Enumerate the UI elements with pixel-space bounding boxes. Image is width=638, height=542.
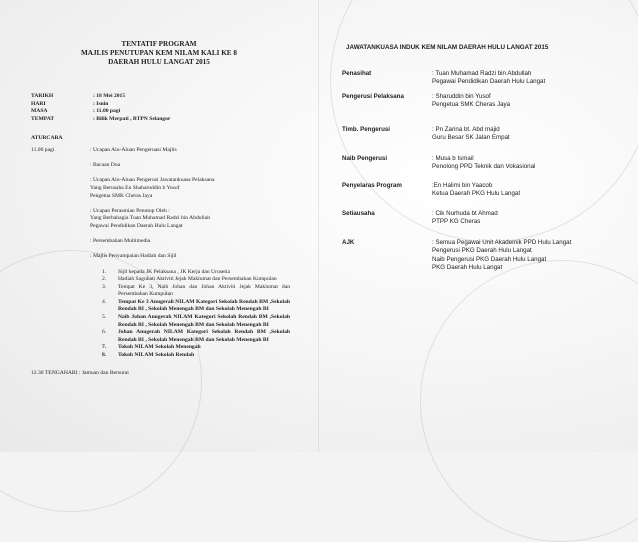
award-item xyxy=(90,284,290,299)
roster-role: Naib Pengerusi xyxy=(342,155,388,162)
award-number: 2. xyxy=(102,276,107,283)
program-list xyxy=(90,147,290,360)
roster-names xyxy=(432,182,622,199)
roster-line: PKG Daerah Hulu Langat xyxy=(432,264,503,272)
award-sublist xyxy=(90,269,290,360)
roster-line: :En Halimi bin Yaacob xyxy=(432,182,493,189)
roster-line: Penolong PPD Teknik dan Vokasional xyxy=(432,163,536,171)
committee-title: JAWATANKUASA INDUK KEM NILAM DAERAH HULU LANGAT 2015 xyxy=(346,44,549,51)
award-text: Sijil kepada JK Pelaksana , JK Kerja dan Urusetia xyxy=(118,268,231,275)
roster-role: Setiausaha xyxy=(342,210,375,217)
program-title xyxy=(0,40,318,67)
roster-entry xyxy=(342,182,632,199)
award-number: 3. xyxy=(102,283,107,290)
roster-role: Penyelaras Program xyxy=(342,182,402,189)
info-key: MASA xyxy=(31,108,48,115)
title-line: MAJLIS PENUTUPAN KEM NILAM KALI KE 8 xyxy=(80,49,237,57)
program-item: : Persembahan Multimedia xyxy=(90,238,151,245)
roster-entry xyxy=(342,70,632,87)
roster-line: Guru Besar SK Jalan Empat xyxy=(432,134,510,142)
roster-names xyxy=(432,155,622,172)
program-item: : Bacaan Doa xyxy=(90,162,121,169)
roster-entry xyxy=(342,126,632,143)
roster-line: Pengetua SMK Cheras Jaya xyxy=(432,101,511,109)
info-value: : Bilik Merpati , BTPN Selangor xyxy=(93,115,171,122)
info-value: : Isnin xyxy=(93,100,109,107)
roster-entry xyxy=(342,210,632,227)
roster-line: Pegawai Pendidikan Daerah Hulu Langat xyxy=(432,78,546,86)
roster-names xyxy=(432,126,622,143)
award-item xyxy=(90,329,290,344)
roster-role: AJK xyxy=(342,239,355,246)
award-item xyxy=(90,352,290,360)
award-number: 1. xyxy=(102,268,107,275)
roster-names xyxy=(432,70,622,87)
title-line: TENTATIF PROGRAM xyxy=(121,40,197,48)
program-item: : Ucapan Alu-Aluan Pengeruasi Majlis xyxy=(90,147,177,153)
roster-line: PTPP KG Cheras xyxy=(432,218,481,226)
award-number: 6. xyxy=(102,329,107,336)
award-text: Tokoh NILAM Sekolah Rendah xyxy=(118,352,195,359)
aturcara-heading: ATURCARA xyxy=(31,135,63,141)
award-text: Tempat Ke 3, Naib Johan dan Johan Aktiviti Jejak Maklumat dan Persembahan Kumpulan xyxy=(118,283,290,298)
roster-role: Pengerusi Pelaksana xyxy=(342,93,404,100)
roster-line: : Cik Nurhuda bt Ahmad xyxy=(432,210,498,217)
award-item xyxy=(90,314,290,329)
info-row xyxy=(31,101,170,109)
program-item: : Ucapan Alu-Aluan Pengerusi Jawatankuasa Pelaksana Yang Berusaha En Shaharuddin b Yusof Pengetua SMK Cheras Jaya xyxy=(90,177,215,199)
program-item: : Ucapan Perasmian Penutup Oleh : Yang Berbahagia Tuan Muhamad Radzi bin Abdullah Pegawai Pendidikan Daerah Hulu Langat xyxy=(90,207,210,229)
roster-names xyxy=(432,239,622,273)
award-number: 4. xyxy=(102,298,107,305)
roster-names xyxy=(432,210,622,227)
program-item: : Majlis Penyampaian Hadiah dan Sijil xyxy=(90,253,177,260)
roster-names xyxy=(432,93,622,110)
roster-role: Timb. Pengerusi xyxy=(342,126,391,133)
info-row xyxy=(31,93,170,101)
award-text: Johan Anugerah NILAM Kategori Sekolah Rendah BM ,Sekolah Rendah BI , Sekolah Menengah BM dan Sekolah Menengah BI xyxy=(118,329,290,343)
info-key: TARIKH xyxy=(31,93,54,99)
page-divider xyxy=(318,0,319,452)
roster-line: Pengerusi PKG Daerah Hulu Langat xyxy=(432,247,532,255)
award-text: Tokoh NILAM Sekolah Menengah xyxy=(118,344,201,351)
award-text: Tempat Ke 3 Anugerah NILAM Kategori Sekolah Rendah BM ,Sekolah Rendah BI , Sekolah Menengah BM dan Sekolah Menengah BI xyxy=(118,298,290,313)
award-item xyxy=(90,299,290,314)
award-number: 8. xyxy=(102,352,107,359)
award-item xyxy=(90,269,290,277)
title-line: DAERAH HULU LANGAT 2015 xyxy=(108,58,210,66)
award-number: 5. xyxy=(102,314,107,321)
roster-line: : Musa b Ismail xyxy=(432,155,474,162)
event-info xyxy=(31,93,170,123)
info-key: TEMPAT xyxy=(31,115,55,122)
award-text: Hadiah Saguhati Aktiviti Jejak Maklumat dan Persembahan Kumpulan xyxy=(118,276,277,283)
roster-line: : Tuan Muhamad Radzi bin Abdullah xyxy=(432,70,532,77)
closing-line: 12.30 TENGAHARI : Jamuan dan Bersurai xyxy=(31,370,129,376)
award-number: 7. xyxy=(102,344,107,351)
roster-role: Penasihat xyxy=(342,70,372,77)
info-row xyxy=(31,116,170,124)
roster-line: : Sharuddin bin Yusof xyxy=(432,93,491,100)
info-key: HARI xyxy=(31,100,46,107)
award-text: Naib Johan Anugerah NILAM Kategori Sekolah Rendah BM ,Sekolah Rendah BI , Sekolah Menengah BM dan Sekolah Menengah BI xyxy=(118,314,290,328)
roster-line: Naib Pengerusi PKG Daerah Hulu Langat xyxy=(432,255,547,263)
info-value: : 18 Mei 2015 xyxy=(93,93,126,99)
award-item xyxy=(90,276,290,284)
info-value: : 11.00 pagi xyxy=(93,108,121,115)
roster-entry xyxy=(342,93,632,110)
start-time: 11.00 pagi xyxy=(31,147,55,153)
roster-line: : Semua Pegawai Unit Akademik PPD Hulu Langat xyxy=(432,239,572,246)
info-row xyxy=(31,108,170,116)
award-item xyxy=(90,344,290,352)
roster-line: : Pn Zarina bt. Abd majid xyxy=(432,126,500,133)
roster-line: Ketua Daerah PKG Hulu Langat xyxy=(432,190,521,198)
roster-entry xyxy=(342,239,632,273)
roster-entry xyxy=(342,155,632,172)
